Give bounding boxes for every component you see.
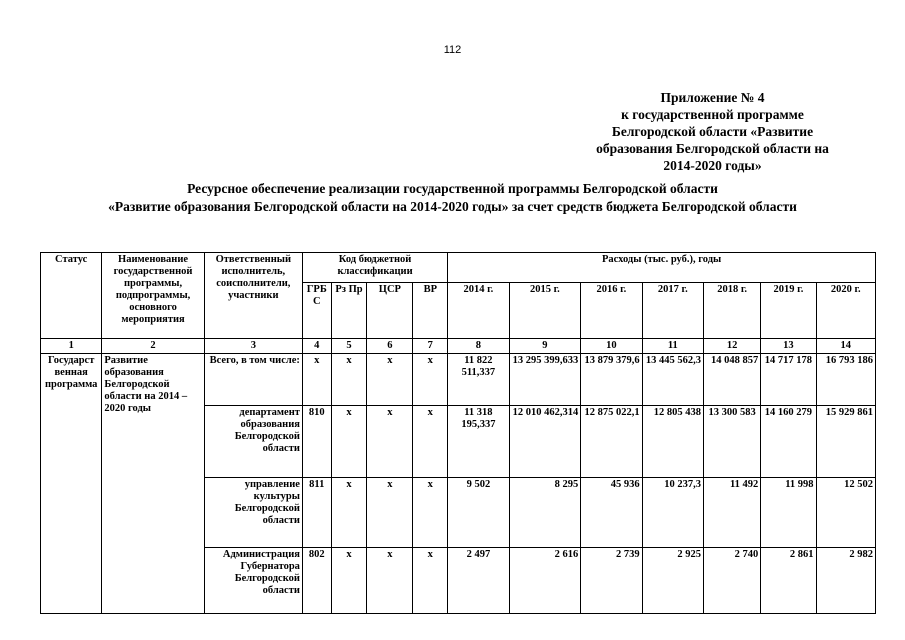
header-year: 2018 г. <box>703 283 760 339</box>
header-status: Статус <box>41 253 102 339</box>
column-number: 1 <box>41 339 102 354</box>
value-cell: 2 497 <box>448 548 509 614</box>
header-year: 2015 г. <box>509 283 581 339</box>
header-year: 2017 г. <box>642 283 703 339</box>
column-number: 4 <box>302 339 331 354</box>
executor-cell: департамент образования Белгородской области <box>204 406 302 478</box>
column-number: 8 <box>448 339 509 354</box>
table-row <box>41 354 876 406</box>
appendix-line: образования Белгородской области на <box>596 141 829 156</box>
value-cell: 2 982 <box>816 548 875 614</box>
executor-cell: Всего, в том числе: <box>204 354 302 406</box>
value-cell: 12 875 022,1 <box>581 406 642 478</box>
value-cell: 2 616 <box>509 548 581 614</box>
value-cell: 11 318 195,337 <box>448 406 509 478</box>
header-rzpr: Рз Пр <box>331 283 367 339</box>
value-cell: 14 160 279 <box>761 406 816 478</box>
document-title <box>0 180 905 216</box>
resource-table <box>40 252 876 614</box>
value-cell: 16 793 186 <box>816 354 875 406</box>
header-executor: Ответственный исполнитель, соисполнители, участники <box>204 253 302 339</box>
value-cell: 2 925 <box>642 548 703 614</box>
appendix-line: к государственной программе <box>621 107 804 122</box>
grbs-cell: 811 <box>302 478 331 548</box>
value-cell: 14 048 857 <box>703 354 760 406</box>
value-cell: 11 998 <box>761 478 816 548</box>
vr-cell: х <box>413 478 448 548</box>
column-number: 10 <box>581 339 642 354</box>
value-cell: 12 010 462,314 <box>509 406 581 478</box>
status-cell: Государст венная программа <box>41 354 102 614</box>
column-number: 3 <box>204 339 302 354</box>
header-csr: ЦСР <box>367 283 413 339</box>
value-cell: 9 502 <box>448 478 509 548</box>
executor-cell: Администрация Губернатора Белгородской области <box>204 548 302 614</box>
header-year: 2020 г. <box>816 283 875 339</box>
value-cell: 11 492 <box>703 478 760 548</box>
title-line-2: «Развитие образования Белгородской области на 2014-2020 годы» за счет средств бюджета Белгородской области <box>108 199 797 214</box>
rzpr-cell: х <box>331 478 367 548</box>
value-cell: 8 295 <box>509 478 581 548</box>
value-cell: 13 295 399,633 <box>509 354 581 406</box>
appendix-line: 2014-2020 годы» <box>663 158 762 173</box>
header-year: 2016 г. <box>581 283 642 339</box>
value-cell: 12 805 438 <box>642 406 703 478</box>
vr-cell: х <box>413 406 448 478</box>
header-year: 2019 г. <box>761 283 816 339</box>
csr-cell: х <box>367 478 413 548</box>
header-name: Наименование государственной программы, подпрограммы, основного мероприятия <box>102 253 204 339</box>
column-number: 12 <box>703 339 760 354</box>
rzpr-cell: х <box>331 354 367 406</box>
csr-cell: х <box>367 548 413 614</box>
csr-cell: х <box>367 406 413 478</box>
grbs-cell: 802 <box>302 548 331 614</box>
vr-cell: х <box>413 548 448 614</box>
value-cell: 13 879 379,6 <box>581 354 642 406</box>
column-number: 7 <box>413 339 448 354</box>
header-expenses: Расходы (тыс. руб.), годы <box>448 253 876 283</box>
column-number: 9 <box>509 339 581 354</box>
appendix-line: Белгородской области «Развитие <box>611 124 814 139</box>
grbs-cell: 810 <box>302 406 331 478</box>
header-grbs: ГРБ С <box>302 283 331 339</box>
executor-cell: управление культуры Белгородской области <box>204 478 302 548</box>
page-number: 112 <box>443 44 462 56</box>
column-number: 6 <box>367 339 413 354</box>
rzpr-cell: х <box>331 548 367 614</box>
column-number: 11 <box>642 339 703 354</box>
value-cell: 2 739 <box>581 548 642 614</box>
value-cell: 12 502 <box>816 478 875 548</box>
value-cell: 13 445 562,3 <box>642 354 703 406</box>
title-line-1: Ресурсное обеспечение реализации государственной программы Белгородской области <box>187 181 718 196</box>
column-number: 14 <box>816 339 875 354</box>
column-number: 2 <box>102 339 204 354</box>
rzpr-cell: х <box>331 406 367 478</box>
program-name-cell: Развитие образования Белгородской области на 2014 – 2020 годы <box>102 354 204 614</box>
value-cell: 14 717 178 <box>761 354 816 406</box>
csr-cell: х <box>367 354 413 406</box>
value-cell: 13 300 583 <box>703 406 760 478</box>
header-year: 2014 г. <box>448 283 509 339</box>
value-cell: 10 237,3 <box>642 478 703 548</box>
grbs-cell: х <box>302 354 331 406</box>
value-cell: 2 861 <box>761 548 816 614</box>
header-budget-code: Код бюджетной классификации <box>302 253 447 283</box>
header-vr: ВР <box>413 283 448 339</box>
value-cell: 45 936 <box>581 478 642 548</box>
column-number: 5 <box>331 339 367 354</box>
appendix-line: Приложение № 4 <box>660 90 765 105</box>
appendix-header <box>560 89 865 174</box>
value-cell: 15 929 861 <box>816 406 875 478</box>
vr-cell: х <box>413 354 448 406</box>
value-cell: 2 740 <box>703 548 760 614</box>
column-number: 13 <box>761 339 816 354</box>
value-cell: 11 822 511,337 <box>448 354 509 406</box>
